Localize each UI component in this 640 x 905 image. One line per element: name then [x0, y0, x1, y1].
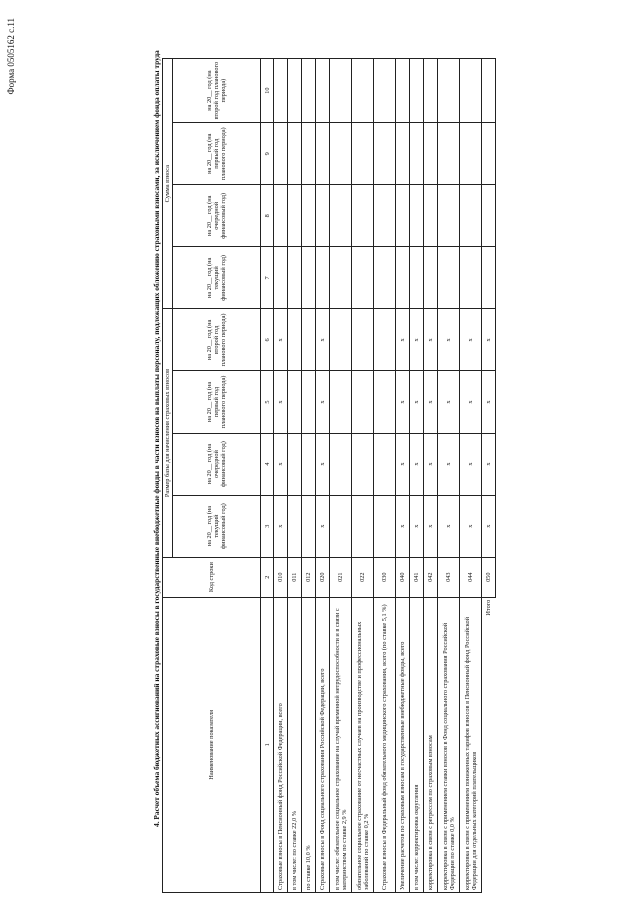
- value-cell: x: [316, 309, 330, 371]
- value-cell[interactable]: [288, 309, 302, 371]
- value-cell: x: [410, 309, 424, 371]
- value-cell[interactable]: [424, 247, 438, 309]
- value-cell[interactable]: [410, 59, 424, 123]
- total-value-cell: x: [482, 433, 496, 495]
- row-name: обязательное социальное страхование от несчастных случаев на производстве и профессиональных заболеваний по ставке 0,2 %: [352, 597, 374, 892]
- value-cell: x: [424, 371, 438, 433]
- value-cell: x: [316, 371, 330, 433]
- value-cell[interactable]: [288, 185, 302, 247]
- row-name: в том числе: корректировка округления: [410, 597, 424, 892]
- column-number: 9: [261, 123, 274, 185]
- value-cell[interactable]: [302, 433, 316, 495]
- value-cell[interactable]: [352, 371, 374, 433]
- value-cell[interactable]: [352, 433, 374, 495]
- row-code: 010: [274, 557, 288, 597]
- table-row: [374, 59, 396, 893]
- total-row: [482, 59, 496, 893]
- value-cell[interactable]: [274, 59, 288, 123]
- value-cell[interactable]: [274, 247, 288, 309]
- column-number: 1: [261, 597, 274, 892]
- row-code: 030: [374, 557, 396, 597]
- value-cell[interactable]: [274, 123, 288, 185]
- table-row: [460, 59, 482, 893]
- value-cell[interactable]: [330, 495, 352, 557]
- value-cell[interactable]: [302, 495, 316, 557]
- value-cell: x: [410, 371, 424, 433]
- header-period: на 20__ год (на очередной финансовый год): [173, 185, 261, 247]
- total-code: 050: [482, 557, 496, 597]
- value-cell[interactable]: [460, 185, 482, 247]
- total-value-cell[interactable]: [482, 59, 496, 123]
- total-label: Итого: [485, 599, 493, 616]
- value-cell[interactable]: [302, 123, 316, 185]
- table-row: [438, 59, 460, 893]
- value-cell[interactable]: [352, 59, 374, 123]
- value-cell[interactable]: [288, 247, 302, 309]
- value-cell: x: [460, 309, 482, 371]
- column-number: 6: [261, 309, 274, 371]
- value-cell: x: [396, 433, 410, 495]
- value-cell: x: [316, 495, 330, 557]
- value-cell[interactable]: [460, 247, 482, 309]
- value-cell[interactable]: [302, 185, 316, 247]
- value-cell[interactable]: [374, 247, 396, 309]
- value-cell[interactable]: [460, 59, 482, 123]
- value-cell[interactable]: [288, 123, 302, 185]
- value-cell[interactable]: [410, 123, 424, 185]
- table-row: [410, 59, 424, 893]
- value-cell[interactable]: [424, 185, 438, 247]
- value-cell: x: [460, 433, 482, 495]
- value-cell[interactable]: [396, 59, 410, 123]
- value-cell: x: [396, 371, 410, 433]
- total-value-cell: x: [482, 371, 496, 433]
- value-cell[interactable]: [352, 247, 374, 309]
- row-name: Увеличение расчетов по страховым взносам в государственные внебюджетные фонды, всего: [396, 597, 410, 892]
- value-cell[interactable]: [330, 309, 352, 371]
- table-row: [396, 59, 410, 893]
- table-row: [288, 59, 302, 893]
- column-number: 4: [261, 433, 274, 495]
- header-sum-group: Сумма взноса: [163, 59, 173, 309]
- value-cell: x: [424, 309, 438, 371]
- value-cell[interactable]: [288, 495, 302, 557]
- value-cell[interactable]: [374, 309, 396, 371]
- total-value-cell[interactable]: [482, 185, 496, 247]
- value-cell[interactable]: [330, 59, 352, 123]
- row-code: 041: [410, 557, 424, 597]
- table-row: [352, 59, 374, 893]
- column-number: 7: [261, 247, 274, 309]
- value-cell[interactable]: [316, 123, 330, 185]
- row-code: 042: [424, 557, 438, 597]
- value-cell[interactable]: [438, 247, 460, 309]
- value-cell: x: [438, 495, 460, 557]
- total-value-cell[interactable]: [482, 247, 496, 309]
- value-cell[interactable]: [438, 185, 460, 247]
- row-code: 044: [460, 557, 482, 597]
- total-value-cell: x: [482, 309, 496, 371]
- value-cell[interactable]: [288, 59, 302, 123]
- value-cell[interactable]: [302, 59, 316, 123]
- value-cell[interactable]: [424, 123, 438, 185]
- row-code: 040: [396, 557, 410, 597]
- row-name: корректировка в связи с применением пониженных тарифов взносов в Пенсионный фонд Российской Федерации для отдельных категорий плательщиков: [460, 597, 482, 892]
- header-period: на 20__ год (на очередной финансовый год): [173, 433, 261, 495]
- row-name: корректировка в связи с регрессом по страховым взносам: [424, 597, 438, 892]
- value-cell: x: [438, 371, 460, 433]
- section-heading: 4. Расчет объема бюджетных ассигнований на страховые взносы в государственные внебюджетные фонды в части взносов на выплаты персоналу, подлежащих обложению страховыми взносами, за исключением фонда оплаты труда: [152, 50, 161, 827]
- row-name: в том числе: обязательное социальное страхование на случай временной нетрудоспособности и в связи с материнством по ставке 2,9 %: [330, 597, 352, 892]
- table-row: [316, 59, 330, 893]
- form-code: Форма 0505162 с.11: [6, 18, 16, 95]
- header-base-group: Размер базы для начисления страховых взносов: [163, 309, 173, 557]
- value-cell: x: [410, 433, 424, 495]
- header-period: на 20__ год (на первый год планового периода): [173, 371, 261, 433]
- header-name: Наименование показателя: [163, 597, 261, 892]
- value-cell: x: [396, 309, 410, 371]
- row-name: Страховые взносы в Пенсионный фонд Российской Федерации, всего: [274, 597, 288, 892]
- header-code: Код строки: [163, 557, 261, 597]
- row-code: 022: [352, 557, 374, 597]
- value-cell[interactable]: [330, 433, 352, 495]
- value-cell[interactable]: [302, 247, 316, 309]
- column-number: 2: [261, 557, 274, 597]
- value-cell: x: [438, 309, 460, 371]
- value-cell[interactable]: [316, 185, 330, 247]
- value-cell[interactable]: [288, 433, 302, 495]
- value-cell[interactable]: [438, 59, 460, 123]
- value-cell[interactable]: [274, 185, 288, 247]
- value-cell: x: [274, 433, 288, 495]
- value-cell: x: [410, 495, 424, 557]
- header-period: на 20__ год (на текущий финансовый год): [173, 247, 261, 309]
- value-cell[interactable]: [352, 495, 374, 557]
- value-cell[interactable]: [396, 247, 410, 309]
- row-code: 043: [438, 557, 460, 597]
- value-cell[interactable]: [302, 371, 316, 433]
- value-cell[interactable]: [302, 309, 316, 371]
- value-cell: x: [274, 495, 288, 557]
- value-cell[interactable]: [410, 185, 424, 247]
- value-cell[interactable]: [374, 433, 396, 495]
- value-cell: x: [460, 371, 482, 433]
- value-cell[interactable]: [352, 123, 374, 185]
- value-cell[interactable]: [330, 123, 352, 185]
- total-value-cell[interactable]: [482, 123, 496, 185]
- value-cell[interactable]: [352, 309, 374, 371]
- value-cell[interactable]: [374, 123, 396, 185]
- value-cell[interactable]: [288, 371, 302, 433]
- value-cell[interactable]: [396, 123, 410, 185]
- value-cell[interactable]: [352, 185, 374, 247]
- calculation-table: [162, 58, 496, 893]
- table-row: [330, 59, 352, 893]
- column-number: 3: [261, 495, 274, 557]
- value-cell[interactable]: [424, 59, 438, 123]
- header-period: на 20__ год (на второй год планового периода): [173, 309, 261, 371]
- table-row: [424, 59, 438, 893]
- value-cell[interactable]: [316, 59, 330, 123]
- value-cell[interactable]: [374, 185, 396, 247]
- value-cell: x: [316, 433, 330, 495]
- header-period: на 20__ год (на текущий финансовый год): [173, 495, 261, 557]
- row-name: в том числе: по ставке 22,0 %: [288, 597, 302, 892]
- value-cell[interactable]: [330, 371, 352, 433]
- header-period: на 20__ год (на первый год планового периода): [173, 123, 261, 185]
- value-cell[interactable]: [374, 495, 396, 557]
- value-cell: x: [274, 309, 288, 371]
- value-cell[interactable]: [460, 123, 482, 185]
- value-cell: x: [424, 495, 438, 557]
- row-code: 020: [316, 557, 330, 597]
- value-cell[interactable]: [438, 123, 460, 185]
- row-name: Страховые взносы в Федеральный фонд обязательного медицинского страхования, всего (по ставке 5,1 %): [374, 597, 396, 892]
- row-name: корректировка в связи с применением ставки взносов в Фонд социального страхования Российской Федерации по ставке 0,0 %: [438, 597, 460, 892]
- value-cell: x: [438, 433, 460, 495]
- row-name: по ставке 10,0 %: [302, 597, 316, 892]
- total-value-cell: x: [482, 495, 496, 557]
- row-code: 012: [302, 557, 316, 597]
- value-cell[interactable]: [316, 247, 330, 309]
- value-cell[interactable]: [330, 247, 352, 309]
- table-row: [302, 59, 316, 893]
- value-cell: x: [274, 371, 288, 433]
- value-cell: x: [396, 495, 410, 557]
- column-number: 10: [261, 59, 274, 123]
- table-row: [274, 59, 288, 893]
- value-cell[interactable]: [396, 185, 410, 247]
- value-cell[interactable]: [374, 371, 396, 433]
- value-cell[interactable]: [410, 247, 424, 309]
- value-cell: x: [424, 433, 438, 495]
- column-number: 8: [261, 185, 274, 247]
- value-cell[interactable]: [330, 185, 352, 247]
- value-cell: x: [460, 495, 482, 557]
- row-name: Страховые взносы в Фонд социального страхования Российской Федерации, всего: [316, 597, 330, 892]
- row-code: 011: [288, 557, 302, 597]
- header-period: на 20__ год (на второй год планового периода): [173, 59, 261, 123]
- column-number: 5: [261, 371, 274, 433]
- row-code: 021: [330, 557, 352, 597]
- value-cell[interactable]: [374, 59, 396, 123]
